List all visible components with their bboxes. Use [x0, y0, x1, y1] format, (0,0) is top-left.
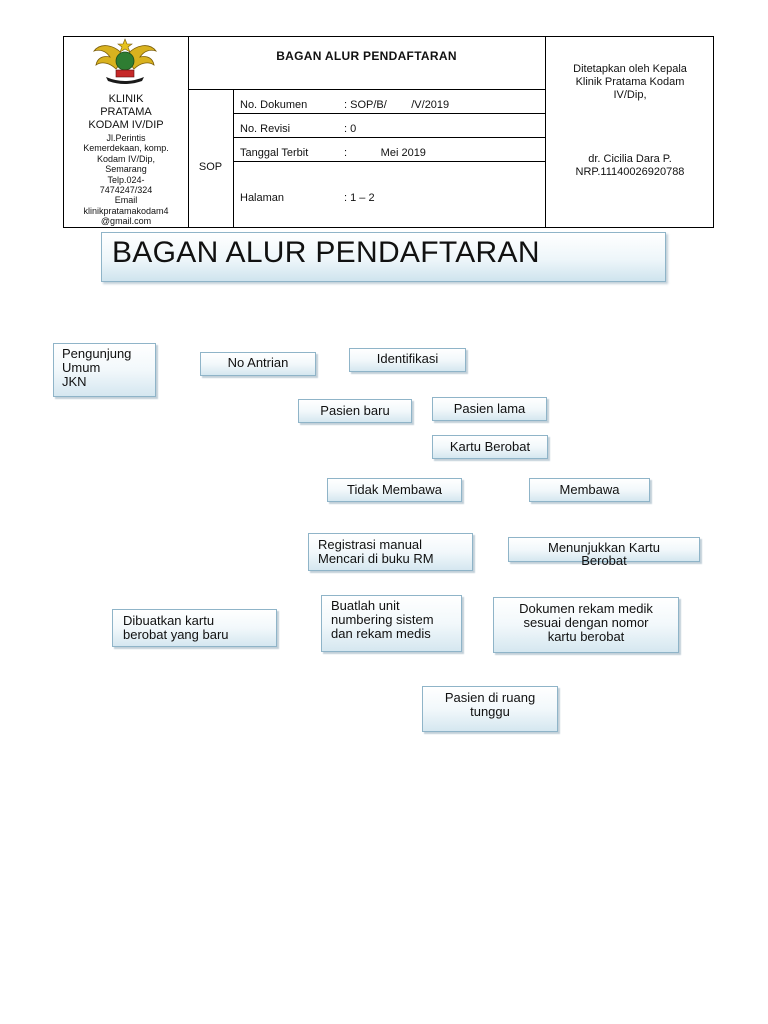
flow-box-registrasi: Registrasi manual Mencari di buku RM [308, 533, 473, 571]
flow-box-no-antrian: No Antrian [200, 352, 316, 376]
table-divider [233, 89, 234, 227]
issue-date-label: Tanggal Terbit [240, 147, 309, 159]
sop-label: SOP [198, 161, 223, 173]
flow-box-pasien-lama: Pasien lama [432, 397, 547, 421]
flow-box-pengunjung: Pengunjung Umum JKN [53, 343, 156, 397]
flow-box-dibuatkan: Dibuatkan kartu berobat yang baru [112, 609, 277, 647]
flow-box-buatlah: Buatlah unit numbering sistem dan rekam medis [321, 595, 462, 652]
revision-value: : 0 [344, 123, 357, 135]
table-divider [233, 161, 545, 162]
flow-box-pasien-baru: Pasien baru [298, 399, 412, 423]
flow-box-menunjukkan: Menunjukkan Kartu Berobat [508, 537, 700, 562]
table-divider [233, 113, 545, 114]
flow-box-dokumen: Dokumen rekam medik sesuai dengan nomor kartu berobat [493, 597, 679, 653]
issue-date-value: : Mei 2019 [344, 147, 426, 159]
flow-box-identifikasi: Identifikasi [349, 348, 466, 372]
page-value: : 1 – 2 [344, 192, 375, 204]
revision-label: No. Revisi [240, 123, 291, 135]
table-divider [188, 89, 545, 90]
doc-number-value: : SOP/B/ /V/2019 [344, 99, 450, 111]
document-title: BAGAN ALUR PENDAFTARAN [276, 49, 457, 63]
flow-box-tidak-membawa: Tidak Membawa [327, 478, 462, 502]
flow-box-ruang-tunggu: Pasien di ruang tunggu [422, 686, 558, 732]
flow-box-kartu-berobat: Kartu Berobat [432, 435, 548, 459]
approval-text: Ditetapkan oleh Kepala Klinik Pratama Kodam IV/Dip, [573, 63, 687, 101]
flow-box-membawa: Membawa [529, 478, 650, 502]
table-divider [188, 37, 189, 227]
sop-header-table [63, 36, 714, 228]
page-label: Halaman [240, 192, 285, 204]
kodam-emblem-icon [92, 37, 158, 85]
signatory-text: dr. Cicilia Dara P. NRP.11140026920788 [575, 153, 685, 178]
table-divider [233, 137, 545, 138]
flowchart-title: BAGAN ALUR PENDAFTARAN [101, 232, 666, 282]
clinic-name: KLINIK PRATAMA KODAM IV/DIP [88, 93, 164, 131]
clinic-address: Jl.Perintis Kemerdekaan, komp. Kodam IV/Dip, Semarang Telp.024- 7474247/324 Email klinikpratamakodam4 @gmail.com [83, 133, 169, 227]
doc-number-label: No. Dokumen [240, 99, 308, 111]
